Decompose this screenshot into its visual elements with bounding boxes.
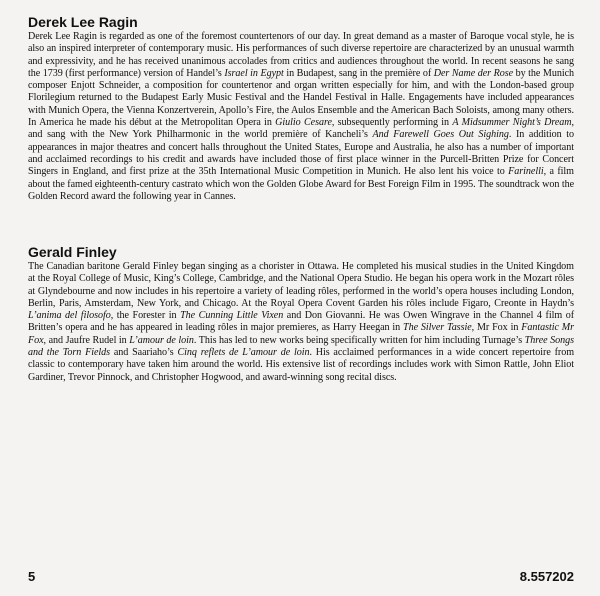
work-title: L’amour de loin <box>129 334 194 346</box>
text-run: . In addition to appearances in major theatres and concert halls throughout the United States, Europe and Australia, he also has a number of important and acclaimed recordings to his credit and awards have included those of first place winner in the Purcell-Britten Prize for Concert Singers in England, and first prize at the 35th International Music Competition in Munich. He also lent his voice to <box>28 129 574 178</box>
text-run: Derek Lee Ragin is regarded as one of the foremost countertenors of our day. In great demand as a master of Baroque vocal style, he is also an inspired interpreter of contemporary music. His performances of such diverse repertoire are characterized by an unusual warmth and expressivity, and he has received unanimous accolades from critics and audiences throughout the world. In recent seasons he sang the 1739 (first performance) version of Handel’s <box>28 31 574 79</box>
section-heading: Derek Lee Ragin <box>28 14 138 30</box>
work-title: Cinq reflets de L’amour de loin <box>177 347 310 359</box>
work-title: And Farewell Goes Out Sighing <box>372 129 509 141</box>
text-run: , the Forester in <box>110 310 181 322</box>
text-run: , and Jaufre Rudel in <box>43 334 130 346</box>
work-title: Israel in Egypt <box>224 67 284 79</box>
section-heading: Gerald Finley <box>28 244 117 260</box>
text-run: by the Munich composer Enjott Schneider, a composition for countertenor and organ written especially for him, and with the London-based group Florilegium returned to the Budapest Early Music Festival and the Handel Festival in Halle. Engagements have included appearances with Munich Opera, the Vienna Konzertverein, Apollo’s Fire, the Aulos Ensemble and the American Bach Soloists, among many others. In America he made his début at the Metropolitan Opera in <box>28 67 575 129</box>
biography-text <box>28 31 574 203</box>
text-run: . This has led to new works being specifically written for him including Turnage’s <box>193 334 525 346</box>
page-number: 5 <box>28 569 36 584</box>
text-run: , subsequently performing in <box>331 117 453 129</box>
work-title: Farinelli <box>508 166 544 178</box>
work-title: Giulio Cesare <box>275 117 332 129</box>
text-run: , a film about the famed eighteenth-century castrato which won the Golden Globe Award for Best Foreign Film in 1995. The soundtrack won the Golden Record award the following year in Cannes. <box>28 166 575 202</box>
work-title: L’anima del filosofo <box>28 310 111 322</box>
text-run: , and sang with the New York Philharmonic in the world première of Kancheli’s <box>28 117 574 141</box>
text-run: and Don Giovanni. He was Owen Wingrave in the Channel 4 film of Britten’s opera and he has appeared in leading rôles in major premieres, as Harry Heegan in <box>28 310 575 334</box>
text-run: , Mr Fox in <box>471 322 522 334</box>
catalog-number: 8.557202 <box>519 569 574 584</box>
biography-gerald-finley <box>28 244 574 384</box>
biography-text <box>28 261 574 384</box>
text-run: . His acclaimed performances in a wide concert repertoire from classic to contemporary have taken him around the world. His extensive list of recordings includes work with Simon Rattle, John Eliot Gardiner, Trevor Pinnock, and Christopher Hogwood, and award-winning song recital discs. <box>28 347 574 383</box>
text-run: and Saariaho’s <box>110 347 178 359</box>
biography-derek-lee-ragin <box>28 14 574 203</box>
work-title: The Cunning Little Vixen <box>180 310 284 322</box>
text-run: The Canadian baritone Gerald Finley began singing as a chorister in Ottawa. He completed his musical studies in the United Kingdom at the Royal College of Music, King’s College, Cambridge, and the National Opera Studio. He began his opera work in the Mozart rôles at Glyndebourne and now includes in his repertoire a variety of leading rôles, performed in the world’s opera houses including London, Berlin, Paris, Amsterdam, New York, and Chicago. At the Royal Opera Covent Garden his rôles include Figaro, Creonte in Haydn’s <box>28 261 574 309</box>
text-run: in Budapest, sang in the première of <box>283 67 434 79</box>
work-title: The Silver Tassie <box>403 322 472 334</box>
work-title: Fantastic Mr Fox <box>28 322 575 346</box>
work-title: Three Songs and the Torn Fields <box>28 334 575 359</box>
work-title: A Midsummer Night’s Dream <box>452 117 572 129</box>
work-title: Der Name der Rose <box>433 67 514 79</box>
